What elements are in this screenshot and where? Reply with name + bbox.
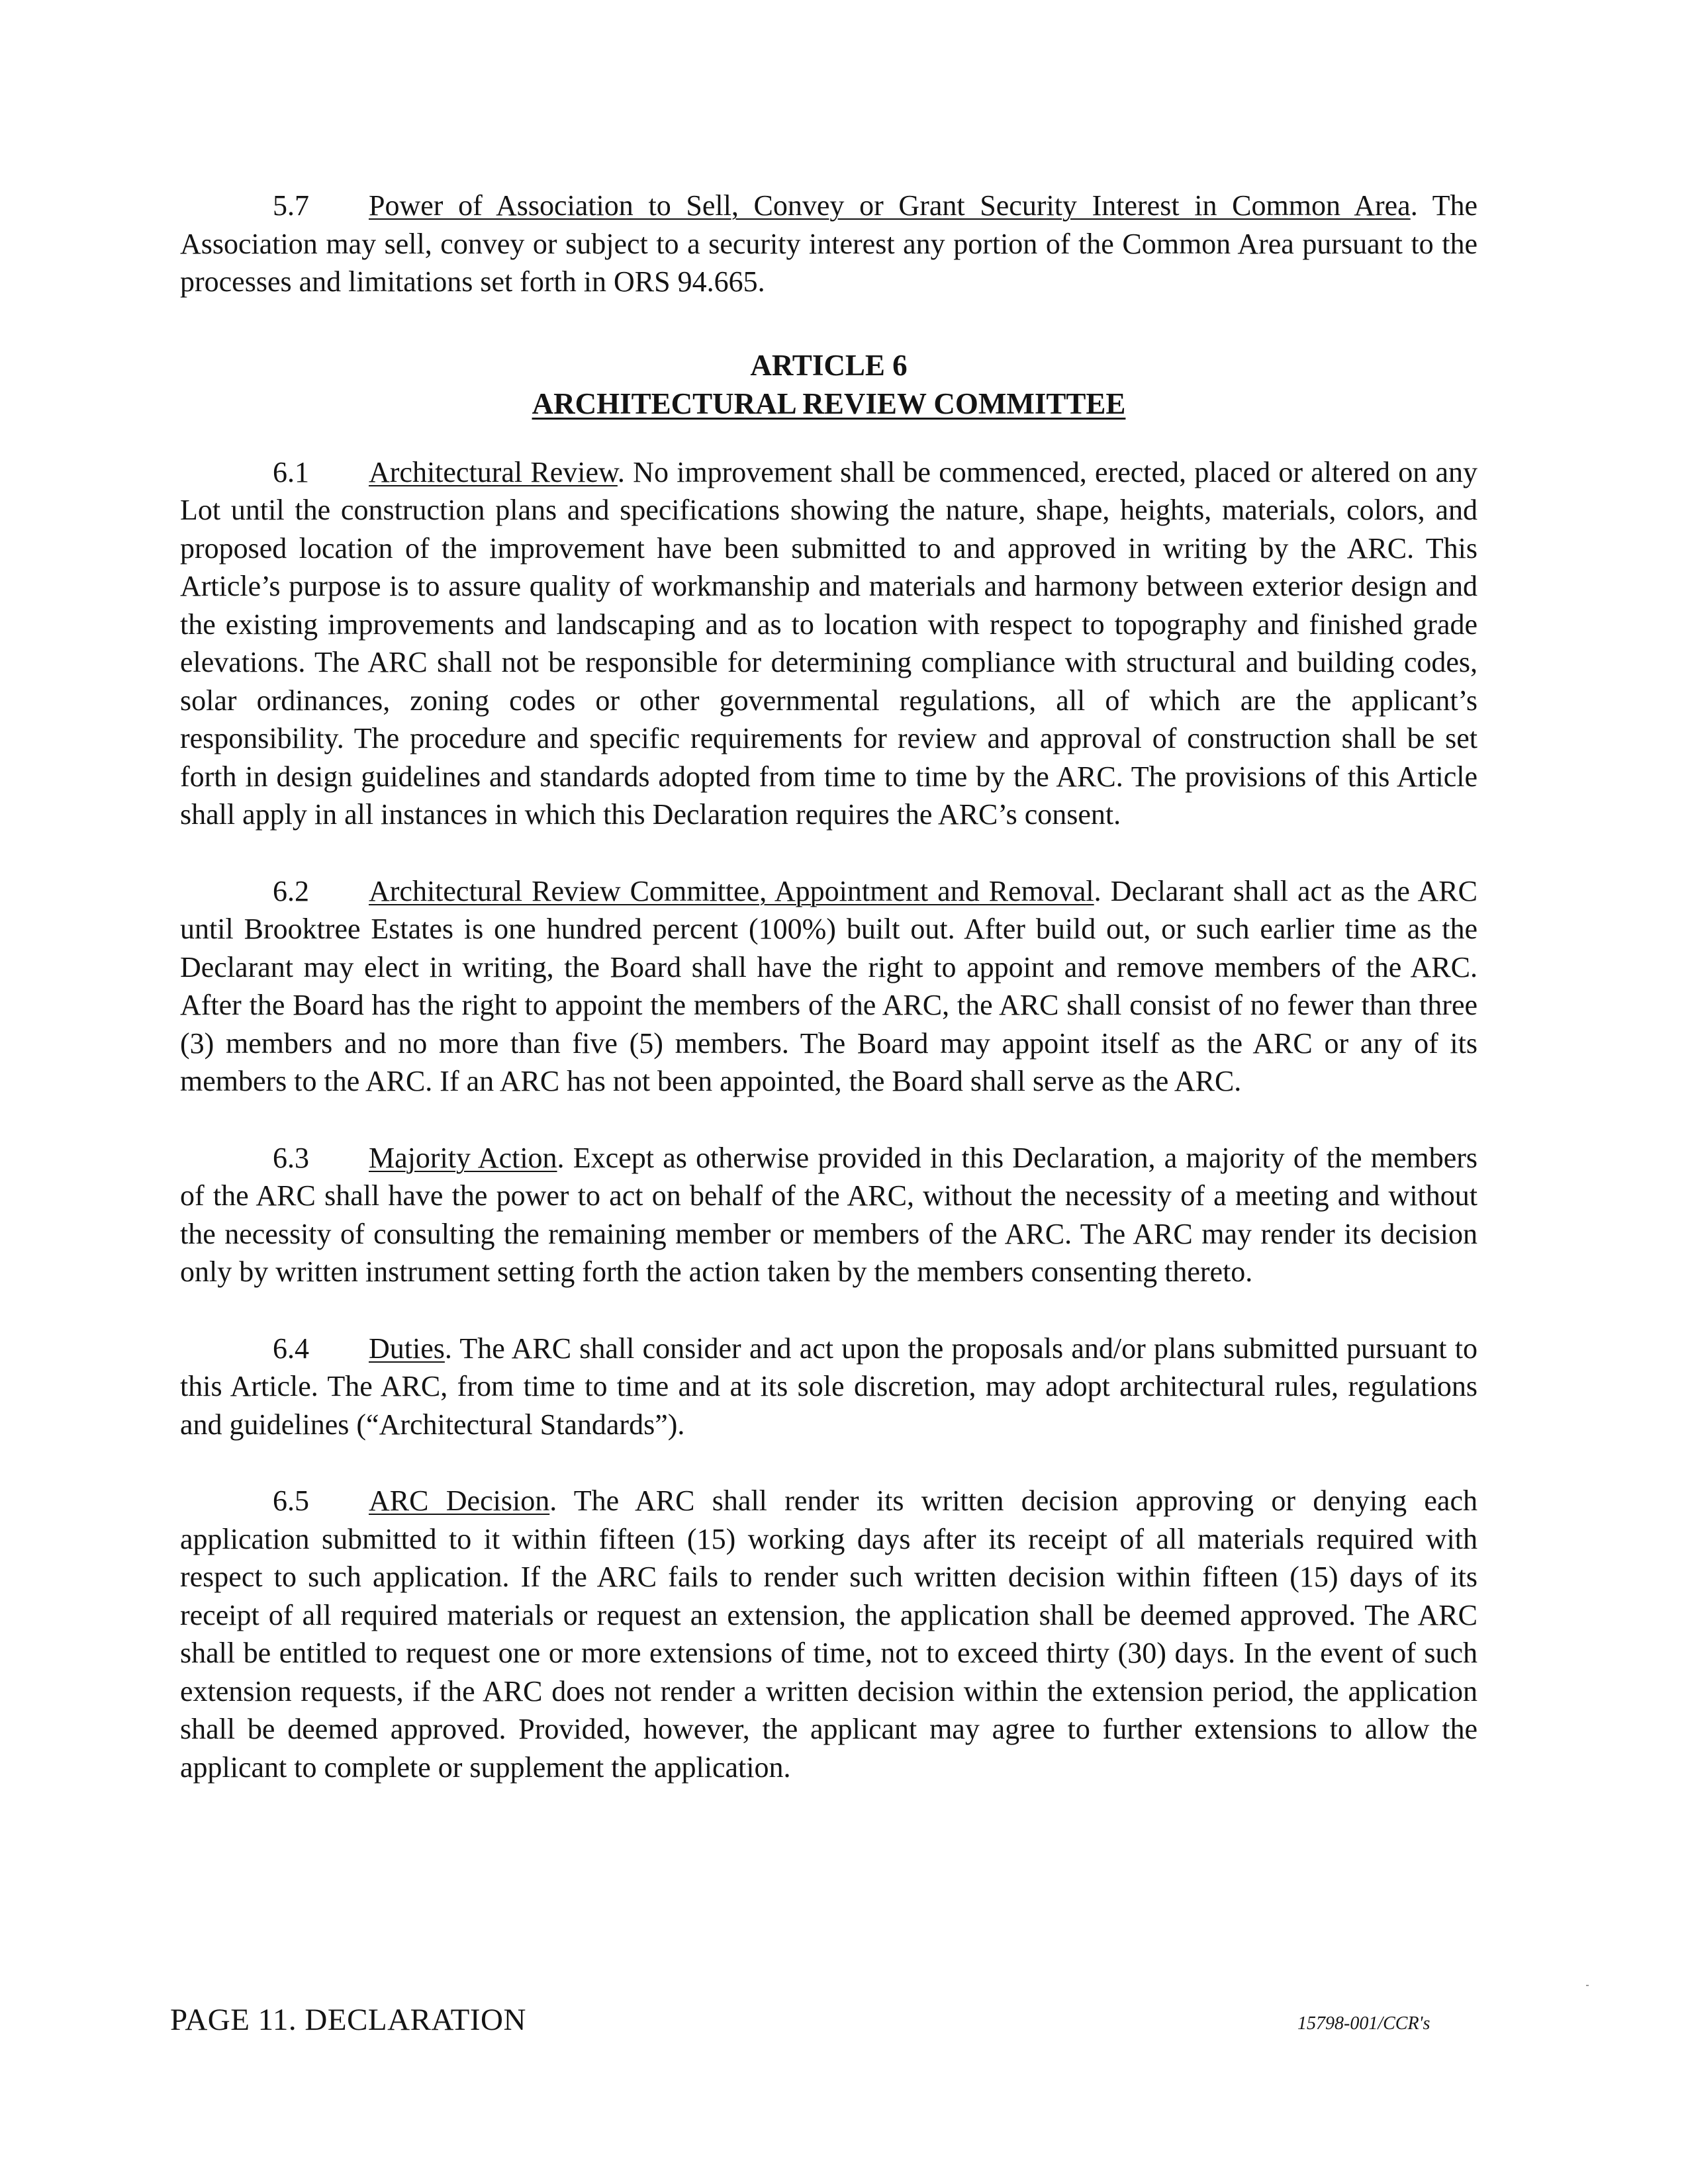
page-footer-label: PAGE 11. DECLARATION	[170, 2003, 526, 2037]
scan-speck	[1586, 1985, 1589, 1986]
article-title: ARCHITECTURAL REVIEW COMMITTEE	[532, 387, 1126, 420]
paragraph-gap	[180, 1443, 1477, 1482]
section-number: 6.4	[273, 1332, 309, 1365]
section-title: Duties	[369, 1332, 445, 1365]
section-6-2: 6.2 Architectural Review Committee, Appointment and Removal. Declarant shall act as the ARC until Brooktree Estates is one hundred percent (100%) built out. After build out, or such earlier time as the Declarant may elect in writing, the Board shall have the right to appoint and remove members of the ARC. After the Board has the right to appoint the members of the ARC, the ARC shall consist of no fewer than three (3) members and no more than five (5) members. The Board may appoint itself as the ARC or any of its members to the ARC. If an ARC has not been appointed, the Board shall serve as the ARC.	[180, 872, 1477, 1101]
paragraph-gap	[180, 1291, 1477, 1330]
section-text: No improvement shall be commenced, erected, placed or altered on any Lot until the construction plans and specifications showing the nature, shape, heights, materials, colors, and proposed location of the improvement have been submitted to and approved in writing by the ARC. This Article’s purpose is to assure quality of workmanship and materials and harmony between exterior design and the existing improvements and landscaping and as to location with respect to topography and finished grade elevations. The ARC shall not be responsible for determining compliance with structural and building codes, solar ordinances, zoning codes or other governmental regulations, all of which are the applicant’s responsibility. The procedure and specific requirements for review and approval of construction shall be set forth in design guidelines and standards adopted from time to time by the ARC. The provisions of this Article shall apply in all instances in which this Declaration requires the ARC’s consent.	[180, 455, 1477, 831]
section-title: Power of Association to Sell, Convey or Grant Security Interest in Common Area	[369, 189, 1411, 222]
section-text: The ARC shall consider and act upon the proposals and/or plans submitted pursuant to this Article. The ARC, from time to time and at its sole discretion, may adopt architectural rules, regulations and guidelines (“Architectural Standards”).	[180, 1332, 1477, 1441]
document-code: 15798-001/CCR's	[1297, 2013, 1430, 2034]
section-title: Majority Action	[369, 1141, 557, 1174]
section-number: 5.7	[273, 189, 309, 222]
section-text: Except as otherwise provided in this Declaration, a majority of the members of the ARC shall have the power to act on behalf of the ARC, without the necessity of a meeting and without the necessity of consulting the remaining member or members of the ARC. The ARC may render its decision only by written instrument setting forth the action taken by the members consenting thereto.	[180, 1141, 1478, 1288]
section-number: 6.1	[273, 455, 309, 488]
section-6-4: 6.4 Duties. The ARC shall consider and act upon the proposals and/or plans submitted pursuant to this Article. The ARC, from time to time and at its sole discretion, may adopt architectural rules, regulations and guidelines (“Architectural Standards”).	[180, 1330, 1477, 1444]
section-6-5: 6.5 ARC Decision. The ARC shall render its written decision approving or denying each application submitted to it within fifteen (15) working days after its receipt of all materials required with respect to such application. If the ARC fails to render such written decision within fifteen (15) days of its receipt of all required materials or request an extension, the application shall be deemed approved. The ARC shall be entitled to request one or more extensions of time, not to exceed thirty (30) days. In the event of such extension requests, if the ARC does not render a written decision within the extension period, the application shall be deemed approved. Provided, however, the applicant may agree to further extensions to allow the applicant to complete or supplement the application.	[180, 1482, 1477, 1786]
section-text: Declarant shall act as the ARC until Brooktree Estates is one hundred percent (100%) built out. After build out, or such earlier time as the Declarant may elect in writing, the Board shall have the right to appoint and remove members of the ARC. After the Board has the right to appoint the members of the ARC, the ARC shall consist of no fewer than three (3) members and no more than five (5) members. The Board may appoint itself as the ARC or any of its members to the ARC. If an ARC has not been appointed, the Board shall serve as the ARC.	[180, 874, 1478, 1097]
section-title: Architectural Review	[369, 455, 618, 488]
section-text: The ARC shall render its written decision approving or denying each application submitted to it within fifteen (15) working days after its receipt of all materials required with respect to such application. If the ARC fails to render such written decision within fifteen (15) days of its receipt of all required materials or request an extension, the application shall be deemed approved. The ARC shall be entitled to request one or more extensions of time, not to exceed thirty (30) days. In the event of such extension requests, if the ARC does not render a written decision within the extension period, the application shall be deemed approved. Provided, however, the applicant may agree to further extensions to allow the applicant to complete or supplement the application.	[180, 1484, 1477, 1784]
section-text: The Association may sell, convey or subject to a security interest any portion of the Common Area pursuant to the processes and limitations set forth in ORS 94.665.	[180, 189, 1477, 298]
page-body	[180, 187, 1477, 1786]
section-title: Architectural Review Committee, Appointment and Removal	[369, 874, 1094, 907]
section-number: 6.5	[273, 1484, 309, 1517]
section-number: 6.2	[273, 874, 309, 907]
section-title: ARC Decision	[369, 1484, 550, 1517]
section-6-1: 6.1 Architectural Review. No improvement shall be commenced, erected, placed or altered on any Lot until the construction plans and specifications showing the nature, shape, heights, materials, colors, and proposed location of the improvement have been submitted to and approved in writing by the ARC. This Article’s purpose is to assure quality of workmanship and materials and harmony between exterior design and the existing improvements and landscaping and as to location with respect to topography and finished grade elevations. The ARC shall not be responsible for determining compliance with structural and building codes, solar ordinances, zoning codes or other governmental regulations, all of which are the applicant’s responsibility. The procedure and specific requirements for review and approval of construction shall be set forth in design guidelines and standards adopted from time to time by the ARC. The provisions of this Article shall apply in all instances in which this Declaration requires the ARC’s consent.	[180, 453, 1477, 834]
section-number: 6.3	[273, 1141, 309, 1174]
article-heading	[180, 346, 1477, 423]
section-6-3: 6.3 Majority Action. Except as otherwise provided in this Declaration, a majority of the members of the ARC shall have the power to act on behalf of the ARC, without the necessity of a meeting and without the necessity of consulting the remaining member or members of the ARC. The ARC may render its decision only by written instrument setting forth the action taken by the members consenting thereto.	[180, 1139, 1477, 1291]
section-5-7: 5.7 Power of Association to Sell, Convey or Grant Security Interest in Common Area. The Association may sell, convey or subject to a security interest any portion of the Common Area pursuant to the processes and limitations set forth in ORS 94.665.	[180, 187, 1477, 301]
paragraph-gap	[180, 834, 1477, 872]
paragraph-gap	[180, 1101, 1477, 1139]
article-number: ARTICLE 6	[750, 348, 908, 382]
